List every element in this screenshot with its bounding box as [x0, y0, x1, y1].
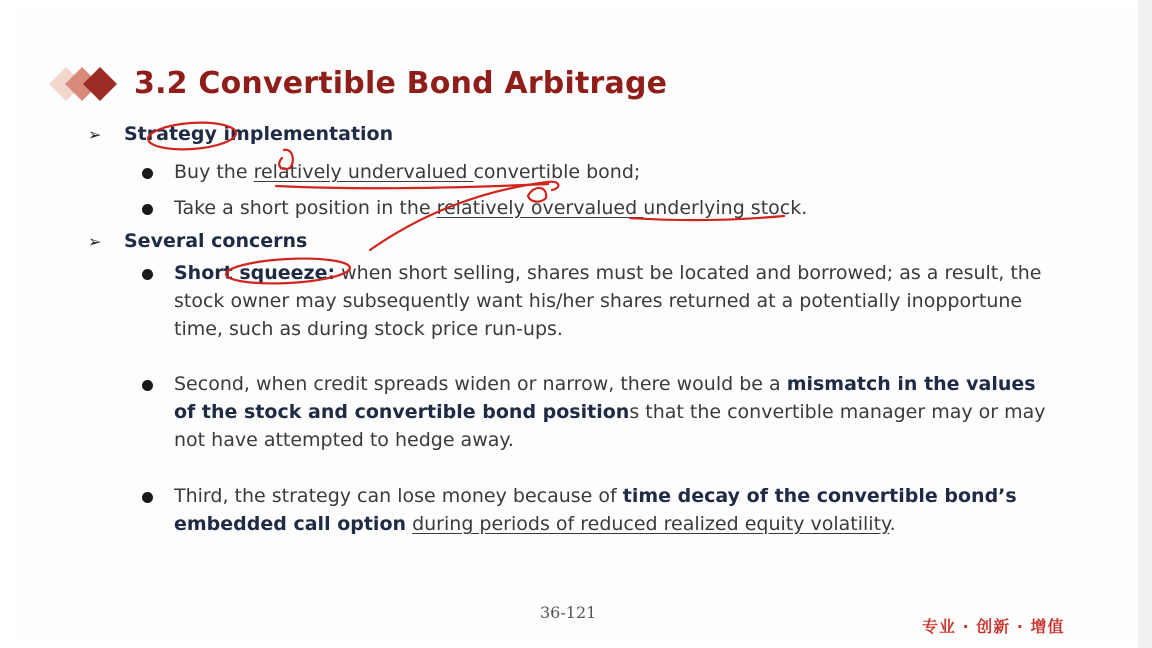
- footer-brand: 专业 · 创新 · 增值: [922, 617, 1065, 636]
- bullet-dot-icon: [142, 204, 153, 215]
- bullet-dot-icon: [142, 380, 153, 391]
- bullet-dot-icon: [142, 492, 153, 503]
- bullet-bold-text: mismatch in the values of the stock and convertible bond position: [174, 373, 1036, 423]
- bullet-text: when short selling, shares must be located and borrowed; as a result, the stock owner may subsequently want his/her shares returned at a potentially inopportune time, such as during stock price run-ups.: [174, 262, 1042, 340]
- bullet-text: Third, the strategy can lose money because of: [174, 485, 623, 507]
- bullet-underlined-text: during periods of reduced realized equity volatility: [412, 513, 890, 535]
- section-heading-text: Several concerns: [124, 230, 308, 252]
- bullet-short: [142, 194, 1062, 222]
- section-heading-text: Strategy implementation: [124, 123, 394, 145]
- bullet-text: Take a short position in the: [174, 197, 437, 219]
- bullet-bold-text: time decay of the convertible bond’s embedded call option: [174, 485, 1017, 535]
- bullet-text: Buy the: [174, 161, 254, 183]
- bullet-text: Second, when credit spreads widen or narrow, there would be a: [174, 373, 787, 395]
- bullet-dot-icon: [142, 168, 153, 179]
- bullet-text: convertible bond;: [473, 161, 641, 183]
- window-edge: [1138, 0, 1152, 648]
- bullet-text: .: [889, 513, 896, 535]
- bullet-dot-icon: [142, 269, 153, 280]
- bullet-short-squeeze: [142, 259, 1062, 343]
- bullet-third: [142, 482, 1062, 538]
- bullet-bold-text: Short squeeze:: [174, 262, 336, 284]
- title-diamond-icon: [48, 60, 128, 106]
- page-number: 36-121: [540, 603, 597, 622]
- arrow-bullet-icon: ➢: [88, 124, 102, 144]
- bullet-text: s that the convertible manager may or may not have attempted to hedge away.: [174, 401, 1046, 451]
- section-heading-strategy: [88, 123, 393, 145]
- bullet-text: underlying stock.: [643, 197, 808, 219]
- section-heading-concerns: [88, 230, 307, 252]
- bullet-second: [142, 370, 1062, 454]
- bullet-underlined-text: relatively undervalued: [253, 161, 474, 183]
- arrow-bullet-icon: ➢: [88, 231, 102, 251]
- slide-title: 3.2 Convertible Bond Arbitrage: [134, 65, 668, 101]
- bullet-underlined-text: relatively overvalued: [436, 197, 644, 219]
- bullet-buy: [142, 158, 1062, 186]
- title-row: [48, 60, 667, 106]
